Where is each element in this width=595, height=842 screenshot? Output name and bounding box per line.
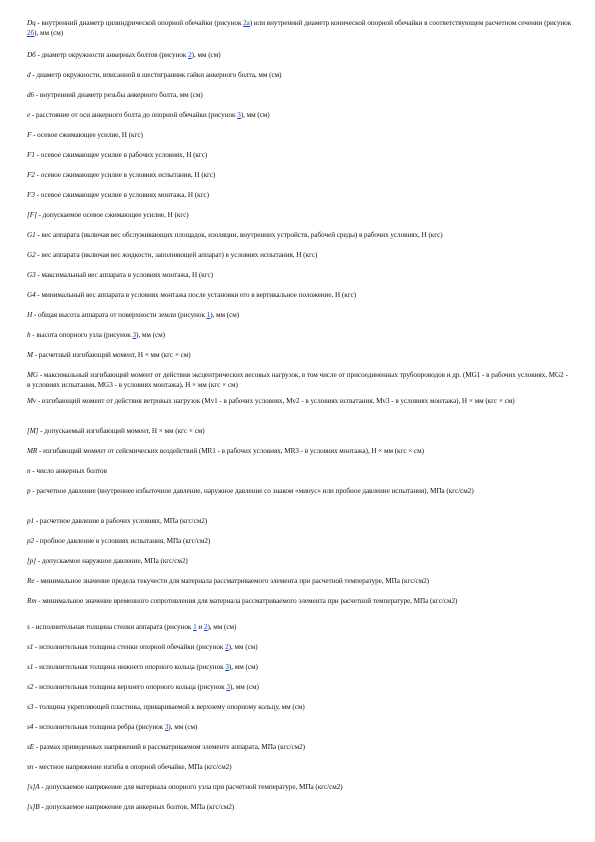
definition-entry (27, 426, 572, 436)
definition-text: - расстояние от оси анкерного болта до опорной обечайки (рисунок (30, 111, 238, 119)
definition-text: ), мм (см) (136, 331, 165, 339)
definition-entry (27, 370, 572, 390)
symbol: s (27, 623, 30, 631)
definition-text: - исполнительная толщина стенки опорной обечайки (рисунок (33, 643, 226, 651)
definition-text: - минимальное значение временного сопротивления для материала рассматриваемого элемента при расчетной температуре, МПа (кгс/см2) (36, 597, 458, 605)
definition-entry (27, 622, 572, 632)
symbol: G1 (27, 231, 36, 239)
definition-text: - число анкерных болтов (30, 467, 107, 475)
definition-text: ) или внутренний диаметр конической опорной обечайки в соответствующем расчетном сечении (рисунок (249, 19, 572, 27)
symbol: MG (27, 371, 39, 379)
symbol: Rm (27, 597, 37, 605)
definition-entry (27, 576, 572, 586)
figure-link[interactable]: 3 (225, 663, 229, 671)
definition-text: - осевое сжимающее усилие в условиях испытания, Н (кгс) (34, 171, 216, 179)
symbol: H (27, 311, 33, 319)
definition-entry (27, 70, 572, 80)
definition-entry (27, 466, 572, 476)
definition-entry (27, 350, 572, 360)
symbol: G4 (27, 291, 36, 299)
definition-text: - пробное давление в условиях испытания, МПа (кгс/см2) (34, 537, 211, 545)
definition-entry (27, 396, 572, 406)
symbol: d6 (27, 91, 35, 99)
figure-link[interactable]: 2 (203, 623, 208, 631)
definition-text: - допускаемый изгибающий момент, Н × мм (кгс × см) (38, 427, 205, 435)
symbol: F1 (27, 151, 35, 159)
definition-text: - допускаемое осевое сжимающее усилие, Н (кгс) (36, 211, 189, 219)
figure-link[interactable]: 3 (164, 723, 169, 731)
symbol: F2 (27, 171, 35, 179)
symbol: F3 (27, 191, 35, 199)
definition-text: ), мм (см) (207, 623, 237, 631)
definition-text: - исполнительная толщина стенки аппарата (рисунок (29, 623, 194, 631)
symbol: sn (27, 763, 34, 771)
definition-entry (27, 190, 572, 200)
definition-text: ), мм (см) (168, 723, 198, 731)
figure-link[interactable]: 3 (237, 111, 241, 119)
definition-text: - допускаемое напряжение для материала опорного узла при расчетной температуре, МПа (кгс/см2) (39, 783, 343, 791)
definition-text: - осевое сжимающее усилие, Н (кгс) (31, 131, 143, 139)
definition-entry (27, 170, 572, 180)
definition-entry (27, 230, 572, 240)
definition-text: и (196, 623, 204, 631)
definition-text: - расчетный изгибающий момент, Н × мм (кгс × см) (32, 351, 191, 359)
definition-text: - толщина укрепляющей пластины, привариваемой к верхнему опорному кольцу, мм (см) (33, 703, 305, 711)
definition-text: - вес аппарата (включая вес жидкости, заполняющей аппарат) в условиях испытания, Н (кгс) (35, 251, 318, 259)
figure-link[interactable]: 2а (243, 19, 250, 27)
definition-text: - исполнительная толщина нижнего опорного кольца (рисунок (33, 663, 226, 671)
symbol: M (27, 351, 33, 359)
definition-entry (27, 290, 572, 300)
definition-text: - изгибающий момент от действия ветровых нагрузок (Mv1 - в рабочих условиях, Mv2 - в условиях испытания, Mv3 - в условиях монтажа), Н × мм (кгс × см) (36, 397, 515, 405)
figure-link[interactable]: 2б (27, 29, 35, 37)
figure-link[interactable]: 2 (188, 51, 192, 59)
definition-text: - расчетное давление в рабочих условиях, МПа (кгс/см2) (34, 517, 208, 525)
symbol: s1 (27, 663, 34, 671)
definition-text: - осевое сжимающее усилие в рабочих условиях, Н (кгс) (34, 151, 208, 159)
symbol: s3 (27, 703, 34, 711)
figure-link[interactable]: 3 (226, 683, 230, 691)
symbol: e (27, 111, 31, 119)
definition-entry (27, 250, 572, 260)
symbol: [s]A (27, 783, 40, 791)
definition-entry (27, 762, 572, 772)
definition-entry (27, 782, 572, 792)
definition-text: - максимальный изгибающий момент от действия эксцентрических весовых нагрузок, в том числе от присоединенных трубопроводов и др. (MG1 - в рабочих условиях, MG2 - в условиях испытания, MG3 - в условиях монтажа), Н × мм (кгс × см) (27, 371, 568, 389)
symbol: Mv (27, 397, 37, 405)
definition-text: ), мм (см) (228, 643, 258, 651)
definition-text: ), мм (см) (34, 29, 64, 37)
definition-text: - размах приведенных напряжений в рассматриваемом элементе аппарата, МПа (кгс/см2) (34, 743, 306, 751)
definition-entry (27, 662, 572, 672)
symbol: s4 (27, 723, 34, 731)
definition-text: ), мм (см) (228, 663, 258, 671)
definition-entry (27, 642, 572, 652)
definition-entry (27, 596, 572, 606)
figure-link[interactable]: 1 (206, 311, 211, 319)
symbol: Re (27, 577, 35, 585)
definition-text: - внутренний диаметр цилиндрической опорной обечайки (рисунок (35, 19, 244, 27)
definition-text: - осевое сжимающее усилие в условиях монтажа, Н (кгс) (34, 191, 209, 199)
symbol: s2 (27, 683, 34, 691)
symbol: s1 (27, 643, 34, 651)
symbol: Dб (27, 51, 36, 59)
definition-text: - расчетное давление (внутреннее избыточное давление, наружное давление со знаком «минус» или пробное давление испытания), МПа (кгс/см2) (30, 487, 474, 495)
definition-text: - изгибающий момент от сейсмических воздействий (MR1 - в рабочих условиях, MR3 - в условиях монтажа), Н × мм (кгс × см) (37, 447, 425, 455)
definition-entry (27, 110, 572, 120)
definition-text: - минимальный вес аппарата в условиях монтажа после установки его в вертикальное положение, Н (кгс) (35, 291, 357, 299)
definition-entry (27, 130, 572, 140)
symbol: sE (27, 743, 35, 751)
definition-entry (27, 556, 572, 566)
definition-text: ), мм (см) (191, 51, 221, 59)
definition-entry (27, 742, 572, 752)
definition-text: - диаметр окружности, вписанной в шестигранник гайки анкерного болта, мм (см) (30, 71, 282, 79)
definition-text: - исполнительная толщина верхнего опорного кольца (рисунок (33, 683, 227, 691)
symbol: [M] (27, 427, 39, 435)
definition-text: - вес аппарата (включая вес обслуживающих площадок, изоляции, внутренних устройств, рабочей среды) в рабочих условиях, Н (кгс) (35, 231, 443, 239)
definition-text: - минимальное значение предела текучести для материала рассматриваемого элемента при расчетной температуре, МПа (кгс/см2) (34, 577, 429, 585)
definition-text: - местное напряжение изгиба в опорной обечайке, МПа (кгс/см2) (33, 763, 232, 771)
definition-text: - высота опорного узла (рисунок (30, 331, 133, 339)
definition-entry (27, 446, 572, 456)
definition-text: ), мм (см) (229, 683, 259, 691)
symbol: [F] (27, 211, 37, 219)
symbol: [s]B (27, 803, 40, 811)
symbol: F (27, 131, 32, 139)
symbol: Dц (27, 19, 36, 27)
definition-text: - диаметр окружности анкерных болтов (рисунок (35, 51, 189, 59)
symbol: G3 (27, 271, 36, 279)
definition-entry (27, 516, 572, 526)
definition-entry (27, 210, 572, 220)
definition-text: - общая высота аппарата от поверхности земли (рисунок (32, 311, 207, 319)
definition-entry (27, 270, 572, 280)
symbol: h (27, 331, 31, 339)
definition-text: ), мм (см) (240, 111, 270, 119)
definition-entry (27, 702, 572, 712)
definition-entry (27, 90, 572, 100)
figure-link[interactable]: 1 (193, 623, 197, 631)
definition-entry (27, 310, 572, 320)
symbol: d (27, 71, 31, 79)
definition-text: ), мм (см) (210, 311, 240, 319)
definition-entry (27, 50, 572, 60)
definition-entry (27, 536, 572, 546)
definition-text: - внутренний диаметр резьбы анкерного болта, мм (см) (34, 91, 203, 99)
definition-text: - исполнительная толщина ребра (рисунок (33, 723, 165, 731)
definition-entry (27, 150, 572, 160)
symbol: p2 (27, 537, 35, 545)
definition-entry (27, 18, 572, 38)
definition-entry (27, 486, 572, 496)
definition-entry (27, 330, 572, 340)
symbol: G2 (27, 251, 36, 259)
definition-text: - максимальный вес аппарата в условиях монтажа, Н (кгс) (35, 271, 214, 279)
symbol: MR (27, 447, 38, 455)
figure-link[interactable]: 2 (225, 643, 229, 651)
definition-entry (27, 682, 572, 692)
definition-entry (27, 722, 572, 732)
figure-link[interactable]: 3 (132, 331, 137, 339)
symbol: [p] (27, 557, 37, 565)
symbol: p1 (27, 517, 35, 525)
definition-text: - допускаемое напряжение для анкерных болтов, МПа (кгс/см2) (39, 803, 235, 811)
symbol: p (27, 487, 31, 495)
definition-entry (27, 802, 572, 812)
definition-text: - допускаемое наружное давление, МПа (кгс/см2) (36, 557, 188, 565)
symbol: n (27, 467, 31, 475)
